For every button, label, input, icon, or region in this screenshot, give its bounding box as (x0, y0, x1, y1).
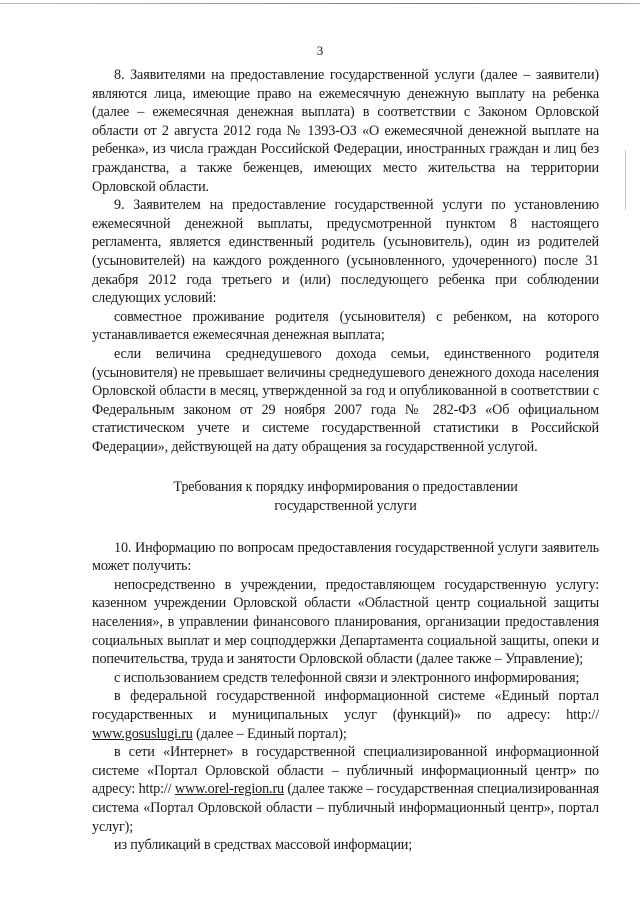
section-heading-line-2: государственной услуги (274, 498, 417, 515)
unified-portal-text-before: в федеральной государственной информационной системе «Единый портал государственных и муниципальных услуг (функций)» по адресу: http:// (92, 688, 599, 723)
section-heading (92, 478, 599, 515)
regional-portal-text-before: в сети «Интернет» в государственной специализированной информационной системе «Портал Орловской области – публичный информационный центр» по адресу: http:// (92, 744, 599, 798)
orel-region-link[interactable]: www.orel-region.ru (174, 781, 284, 798)
info-source-phone: с использованием средств телефонной связи и электронного информирования; (114, 669, 580, 686)
section-heading-line-1: Требования к порядку информирования о предоставлении (173, 479, 518, 496)
paragraph-10: 10. Информацию по вопросам предоставления государственной услуги заявитель может получить: (92, 539, 599, 575)
condition-cohabitation: совместное проживание родителя (усыновителя) с ребенком, на которого устанавливается ежемесячная денежная выплата; (92, 308, 599, 344)
condition-income: если величина среднедушевого дохода семьи, единственного родителя (усыновителя) не превышает величины среднедушевого денежного дохода населения Орловской области в месяц, утвержденной за год и опубликованной в соответствии с Федеральным законом от 29 ноября 2007 года № 282-ФЗ «Об официальном статистическом учете и системе государственной статистики в Российской Федерации», действующей на дату обращения за государственной услугой. (92, 345, 599, 455)
paragraph-9: 9. Заявителем на предоставление государственной услуги по установлению ежемесячной денежной выплаты, предусмотренной пунктом 8 настоящего регламента, является единственный родитель (усыновитель), один из родителей (усыновителей) на каждого рожденного (усыновленного, удочеренного) после 31 декабря 2012 года третьего и (или) последующего ребенка при соблюдении следующих условий: (92, 197, 599, 307)
unified-portal-text-after: (далее – Единый портал); (192, 725, 347, 742)
info-source-media: из публикаций в средствах массовой информации; (114, 837, 413, 854)
info-source-unified-portal (92, 687, 599, 743)
gosuslugi-link[interactable]: www.gosuslugi.ru (92, 725, 193, 742)
info-source-institution: непосредственно в учреждении, предоставляющем государственную услугу: казенном учреждении Орловской области «Областной центр социальной защиты населения», в управлении финансового планирования, организации предоставления социальных выплат и мер соцподдержки Департамента социальной защиты, опеки и попечительства, труда и занятости Орловской области (далее также – Управление); (92, 576, 599, 668)
scan-edge-line (0, 3, 640, 4)
regional-portal-text-after: (далее также – государственная специализированная система «Портал Орловской области – публичный информационный центр», портал услуг); (92, 781, 600, 835)
document-body (92, 66, 599, 855)
paragraph-8: 8. Заявителями на предоставление государственной услуги (далее – заявители) являются лица, имеющие право на ежемесячную денежную выплату на ребенка (далее – ежемесячная денежная выплата) в соответствии с Законом Орловской области от 2 августа 2012 года № 1393-ОЗ «О ежемесячной денежной выплате на ребенка», из числа граждан Российской Федерации, иностранных граждан и лиц без гражданства, а также беженцев, имеющих место жительства на территории Орловской области. (92, 67, 599, 195)
page-number: 3 (316, 43, 324, 58)
scan-edge-mark (625, 150, 626, 210)
info-source-regional-portal (92, 743, 599, 836)
